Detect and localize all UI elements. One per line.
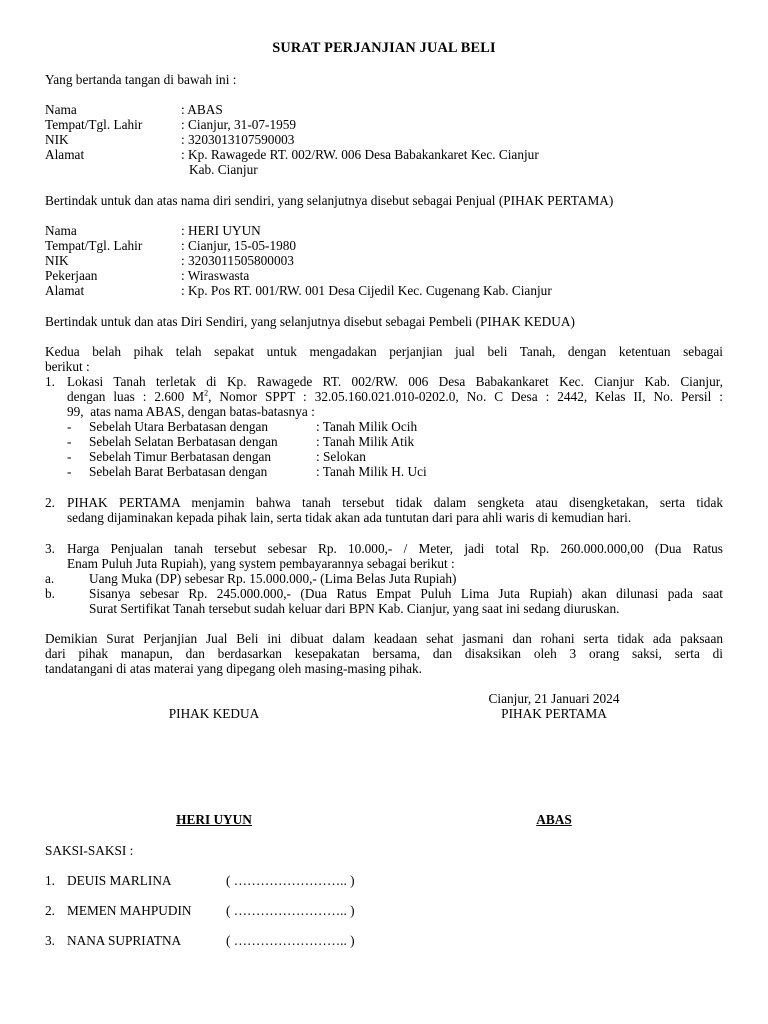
field-label: Nama xyxy=(45,102,77,117)
item3-line1: Harga Penjualan tanah tersebut sebesar Rp. 10.000,- / Meter, jadi total Rp. 260.000.000,00 (Dua Ratus xyxy=(67,541,723,556)
area-superscript: 2 xyxy=(204,388,209,398)
witness-signature-line: ( …………………….. ) xyxy=(226,903,355,918)
witness-signature-line: ( …………………….. ) xyxy=(226,873,355,888)
dash-bullet: - xyxy=(67,419,72,434)
field-label: Alamat xyxy=(45,283,85,298)
list-number: 1. xyxy=(45,873,55,888)
field-label: NIK xyxy=(45,253,69,268)
right-signatory xyxy=(434,812,674,827)
payment-a-text: Uang Muka (DP) sebesar Rp. 15.000.000,- (Lima Belas Juta Rupiah) xyxy=(89,571,457,586)
list-number: 1. xyxy=(45,374,55,389)
witness-signature-line: ( …………………….. ) xyxy=(226,933,355,948)
border-value: : Tanah Milik Ocih xyxy=(316,419,418,434)
list-letter: a. xyxy=(45,571,55,586)
field-value: Kab. Cianjur xyxy=(189,162,258,177)
agreement-text-cont: berikut : xyxy=(45,359,90,374)
witness-name: MEMEN MAHPUDIN xyxy=(67,903,192,918)
dash-bullet: - xyxy=(67,449,72,464)
closing-line2: dari pihak manapun, dan berdasarkan kesepakatan bersama, dan disaksikan oleh 3 orang saksi, serta di xyxy=(45,646,723,661)
list-number: 2. xyxy=(45,495,55,510)
right-signatory-name: ABAS xyxy=(536,812,572,827)
dash-bullet: - xyxy=(67,464,72,479)
right-party-role: PIHAK PERTAMA xyxy=(501,706,607,721)
field-label: Alamat xyxy=(45,147,85,162)
intro-text: Yang bertanda tangan di bawah ini : xyxy=(45,72,237,87)
list-number: 3. xyxy=(45,933,55,948)
field-value: : Wiraswasta xyxy=(181,268,250,283)
field-value: : Cianjur, 31-07-1959 xyxy=(181,117,297,132)
list-number: 2. xyxy=(45,903,55,918)
left-signatory-name: HERI UYUN xyxy=(176,812,252,827)
party1-statement: Bertindak untuk dan atas nama diri sendiri, yang selanjutnya disebut sebagai Penjual (PIHAK PERTAMA) xyxy=(45,193,614,208)
field-value: : Cianjur, 15-05-1980 xyxy=(181,238,297,253)
field-value: : 3203013107590003 xyxy=(181,132,295,147)
witness-name: NANA SUPRIATNA xyxy=(67,933,182,948)
item1-line3: 99, atas nama ABAS, dengan batas-batasnya : xyxy=(67,404,315,419)
field-label: Pekerjaan xyxy=(45,268,98,283)
border-value: : Selokan xyxy=(316,449,366,464)
item1-line1: Lokasi Tanah terletak di Kp. Rawagede RT. 002/RW. 006 Desa Babakankaret Kec. Cianjur Kab. Cianjur, xyxy=(67,374,723,389)
field-value: : 3203011505800003 xyxy=(181,253,294,268)
item3-line2: Enam Puluh Juta Rupiah), yang system pembayarannya sebagai berikut : xyxy=(67,556,455,571)
border-value: : Tanah Milik Atik xyxy=(316,434,415,449)
list-number: 3. xyxy=(45,541,55,556)
document-title: SURAT PERJANJIAN JUAL BELI xyxy=(272,40,496,56)
payment-b-line2: Surat Sertifikat Tanah tersebut sudah keluar dari BPN Kab. Cianjur, yang saat ini sedang diuruskan. xyxy=(89,601,620,616)
field-label: Tempat/Tgl. Lahir xyxy=(45,238,143,253)
field-value: : ABAS xyxy=(181,102,223,117)
border-label: Sebelah Selatan Berbatasan dengan xyxy=(89,434,278,449)
item1-line2 xyxy=(67,389,723,404)
field-label: NIK xyxy=(45,132,69,147)
place-date: Cianjur, 21 Januari 2024 xyxy=(488,691,620,706)
sppt-text: , Nomor SPPT : 32.05.160.021.010-0202.0, No. C Desa : 2442, Kelas II, No. Persil : xyxy=(208,389,723,404)
closing-line3: tandatangani di atas materai yang dipegang oleh masing-masing pihak. xyxy=(45,661,423,676)
field-label: Nama xyxy=(45,223,77,238)
left-party-role: PIHAK KEDUA xyxy=(168,706,260,721)
list-letter: b. xyxy=(45,586,55,601)
border-label: Sebelah Utara Berbatasan dengan xyxy=(89,419,269,434)
area-text: dengan luas : 2.600 M xyxy=(67,389,205,404)
field-value: : HERI UYUN xyxy=(181,223,261,238)
closing-line1: Demikian Surat Perjanjian Jual Beli ini dibuat dalam keadaan sehat jasmani dan rohani serta tidak ada paksaan xyxy=(45,631,723,646)
party2-statement: Bertindak untuk dan atas Diri Sendiri, yang selanjutnya disebut sebagai Pembeli (PIHAK KEDUA) xyxy=(45,314,575,329)
payment-b-line1: Sisanya sebesar Rp. 245.000.000,- (Dua Ratus Empat Puluh Lima Juta Rupiah) akan dilunasi pada saat xyxy=(89,586,723,601)
field-value: : Kp. Rawagede RT. 002/RW. 006 Desa Babakankaret Kec. Cianjur xyxy=(181,147,539,162)
field-label: Tempat/Tgl. Lahir xyxy=(45,117,143,132)
witness-name: DEUIS MARLINA xyxy=(67,873,172,888)
border-label: Sebelah Timur Berbatasan dengan xyxy=(89,449,272,464)
border-value: : Tanah Milik H. Uci xyxy=(316,464,427,479)
left-signatory xyxy=(94,812,334,827)
witnesses-heading: SAKSI-SAKSI : xyxy=(45,843,134,858)
agreement-text: Kedua belah pihak telah sepakat untuk mengadakan perjanjian jual beli Tanah, dengan ketentuan sebagai xyxy=(45,344,723,359)
item2-line1: PIHAK PERTAMA menjamin bahwa tanah tersebut tidak dalam sengketa atau disengketakan, serta tidak xyxy=(67,495,723,510)
item2-line2: sedang dijaminakan kepada pihak lain, serta tidak akan ada tuntutan dari para ahli waris di kemudian hari. xyxy=(67,510,632,525)
dash-bullet: - xyxy=(67,434,72,449)
field-value: : Kp. Pos RT. 001/RW. 001 Desa Cijedil Kec. Cugenang Kab. Cianjur xyxy=(181,283,552,298)
border-label: Sebelah Barat Berbatasan dengan xyxy=(89,464,268,479)
